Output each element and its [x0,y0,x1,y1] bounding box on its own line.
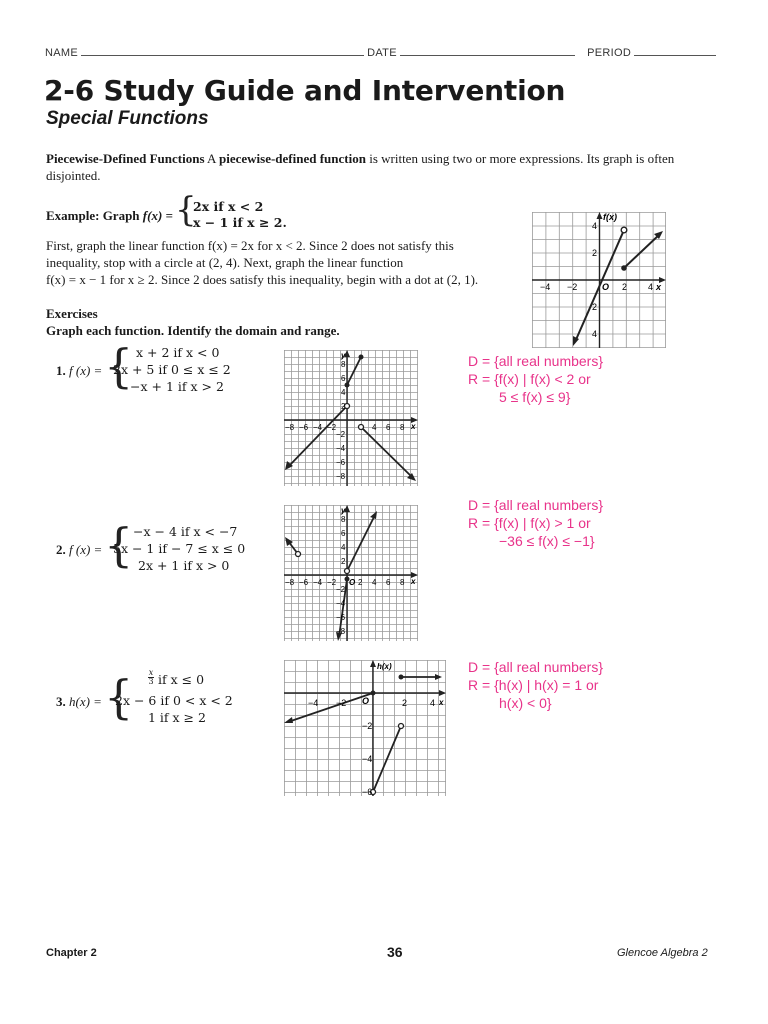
origin-label: O [602,282,610,292]
example-label [46,207,173,224]
y-tick: 2 [341,557,346,566]
y-tick: 2 [592,302,598,312]
y-tick: −4 [362,754,373,764]
example-brace: { [175,190,197,230]
y-tick: 8 [341,360,346,369]
closed-dot [345,383,350,388]
open-circle [359,425,364,430]
footer-page-number: 36 [387,944,403,960]
problem-2-piece: 5x − 1 if − 7 ≤ x ≤ 0 [113,541,246,556]
problem-3-brace: { [104,670,134,724]
y-tick: 6 [341,374,346,383]
x-tick: −2 [336,698,347,708]
problem-3-piece: 2x − 6 if 0 < x < 2 [115,693,233,708]
x-tick: −4 [540,282,551,292]
exercises-heading: Exercises [46,306,98,321]
origin-label: O [362,696,370,706]
example-label-text: Example: Graph [46,208,143,223]
x-tick: −4 [313,423,323,432]
y-tick: 2 [592,248,598,258]
problem-2-brace: { [104,518,134,572]
explanation-line: inequality, stop with a circle at (2, 4). Next, graph the linear function [46,255,404,270]
x-tick: 2 [358,578,363,587]
y-tick: 4 [592,329,598,339]
x-var: x [411,577,416,586]
y-tick: −4 [336,599,346,608]
y-tick: −6 [362,787,373,796]
y-tick: 6 [341,529,346,538]
y-tick: −2 [336,585,346,594]
piece-line [288,693,373,722]
example-graph [532,212,666,348]
x-tick: −2 [327,578,337,587]
x-tick: −6 [299,423,309,432]
piece-line [373,726,401,792]
func-label: f(x) [603,212,617,222]
answer-line: D = {all real numbers} [468,497,604,513]
y-tick: 8 [341,515,346,524]
x-tick: 6 [386,423,391,432]
problem-1-fx: f (x) = [69,363,103,378]
y-tick: 4 [341,543,346,552]
problem-3-number: 3. h(x) = [56,694,102,709]
date-label: DATE [367,47,397,59]
answer-line: h(x) < 0} [499,695,552,711]
x-var: x [411,422,416,431]
y-tick: −6 [336,613,346,622]
period-label: PERIOD [587,47,632,59]
y-axis-arrow [370,660,376,667]
piece-line [347,357,361,385]
problem-2-fx: f (x) = [69,542,103,557]
y-tick: −2 [362,721,373,731]
y-tick: −4 [336,444,346,453]
header-line [45,46,725,59]
page-title: 2-6 Study Guide and Intervention [44,74,566,107]
example-explanation [46,237,516,288]
x-tick: 4 [648,282,654,292]
name-label: NAME [45,47,78,59]
y-tick: 4 [592,221,598,231]
y-tick: −6 [336,458,346,467]
answer-line: D = {all real numbers} [468,659,604,675]
explanation-line: f(x) = x − 1 for x ≥ 2. Since 2 does satisfy this inequality, begin with a dot at (2, 1). [46,272,479,287]
problem-1-answer [468,352,603,406]
page-subtitle: Special Functions [46,108,209,129]
name-blank[interactable] [81,46,364,56]
x-tick: −4 [308,698,319,708]
problem-3-fx: h(x) = [69,694,102,709]
answer-line: R = {h(x) | h(x) = 1 or [468,677,599,693]
x-tick: 4 [430,698,436,708]
x-tick: −8 [285,423,295,432]
period-blank[interactable] [634,46,716,56]
x-tick: −2 [327,423,337,432]
y-tick: 4 [341,388,346,397]
fraction-denominator: 3 [148,677,154,686]
fraction-numerator: x [148,668,154,677]
y-tick: −8 [336,627,346,636]
y-tick: −2 [336,430,346,439]
answer-line: R = {f(x) | f(x) < 2 or [468,371,591,387]
answer-line: 5 ≤ f(x) ≤ 9} [499,389,571,405]
closed-dot [359,355,364,360]
y-tick: −8 [336,472,346,481]
y-axis-arrow [597,212,603,219]
explanation-line: First, graph the linear function f(x) = 2x for x < 2. Since 2 does not satisfy this [46,238,454,253]
x-tick: 6 [386,578,391,587]
problem-1-number: 1. f (x) = [56,363,103,378]
x-var: x [439,698,444,707]
intro-term: piecewise-defined function [218,151,366,166]
date-blank[interactable] [400,46,575,56]
open-circle [621,227,627,233]
y-var: h(x) [377,662,392,671]
intro-text-a: A [204,151,219,166]
exercises-instruction: Graph each function. Identify the domain and range. [46,323,340,338]
problem-1-piece: x + 2 if x < 0 [136,345,220,360]
x-axis-arrow [439,690,446,696]
answer-line: D = {all real numbers} [468,353,604,369]
footer-chapter: Chapter 2 [46,947,97,959]
closed-dot [399,675,404,680]
example-fx: f(x) = [142,208,173,223]
answer-line: −36 ≤ f(x) ≤ −1} [499,533,595,549]
problem-2-piece: 2x + 1 if x > 0 [138,558,230,573]
problem-1-piece: −x + 1 if x > 2 [130,379,224,394]
closed-dot [371,691,376,696]
open-circle [296,552,301,557]
problem-3-piece: if x ≤ 0 [158,672,205,687]
x-tick: 8 [400,578,405,587]
problem-2-answer [468,496,603,550]
piece-arrow [284,717,293,723]
example-piece-1: 2x if x < 2 [193,199,264,214]
intro-text-b: is written using two or more expressions. Its graph is often disjointed. [46,151,675,183]
y-var: y [341,351,346,360]
x-tick: −6 [299,578,309,587]
problem-1-brace: { [104,339,134,393]
grid [284,350,418,486]
piece-arrow [573,336,579,346]
answer-line: R = {f(x) | f(x) > 1 or [468,515,591,531]
problem-1-piece: 2x + 5 if 0 ≤ x ≤ 2 [113,362,231,377]
problem-1-graph[interactable] [284,350,418,486]
x-tick: −4 [313,578,323,587]
problem-2-number: 2. f (x) = [56,542,103,557]
problem-2-piece: −x − 4 if x < −7 [133,524,238,539]
y-var: y [341,506,346,515]
x-var: x [656,282,662,292]
example-piece-2: x − 1 if x ≥ 2. [193,215,287,230]
x-tick: 2 [402,698,408,708]
x-tick: 4 [372,578,377,587]
grid [284,505,418,641]
x-tick: −2 [567,282,578,292]
problem-3-piece: 1 if x ≥ 2 [148,710,206,725]
intro-heading: Piecewise-Defined Functions [46,151,205,166]
x-tick: 4 [372,423,377,432]
piece-line [347,515,375,571]
x-tick: 2 [622,282,628,292]
problem-3-graph[interactable] [284,660,446,796]
footer-book: Glencoe Algebra 2 [617,947,708,959]
x-tick: 8 [400,423,405,432]
x-tick: −8 [285,578,295,587]
problem-2-graph[interactable] [284,505,418,641]
problem-3-fraction [148,669,154,686]
open-circle [399,724,404,729]
origin-label: O [349,578,356,587]
open-circle [345,569,350,574]
closed-dot [621,265,627,271]
y-tick: 2 [341,402,346,411]
problem-3-answer [468,658,603,712]
intro-paragraph [46,150,726,184]
